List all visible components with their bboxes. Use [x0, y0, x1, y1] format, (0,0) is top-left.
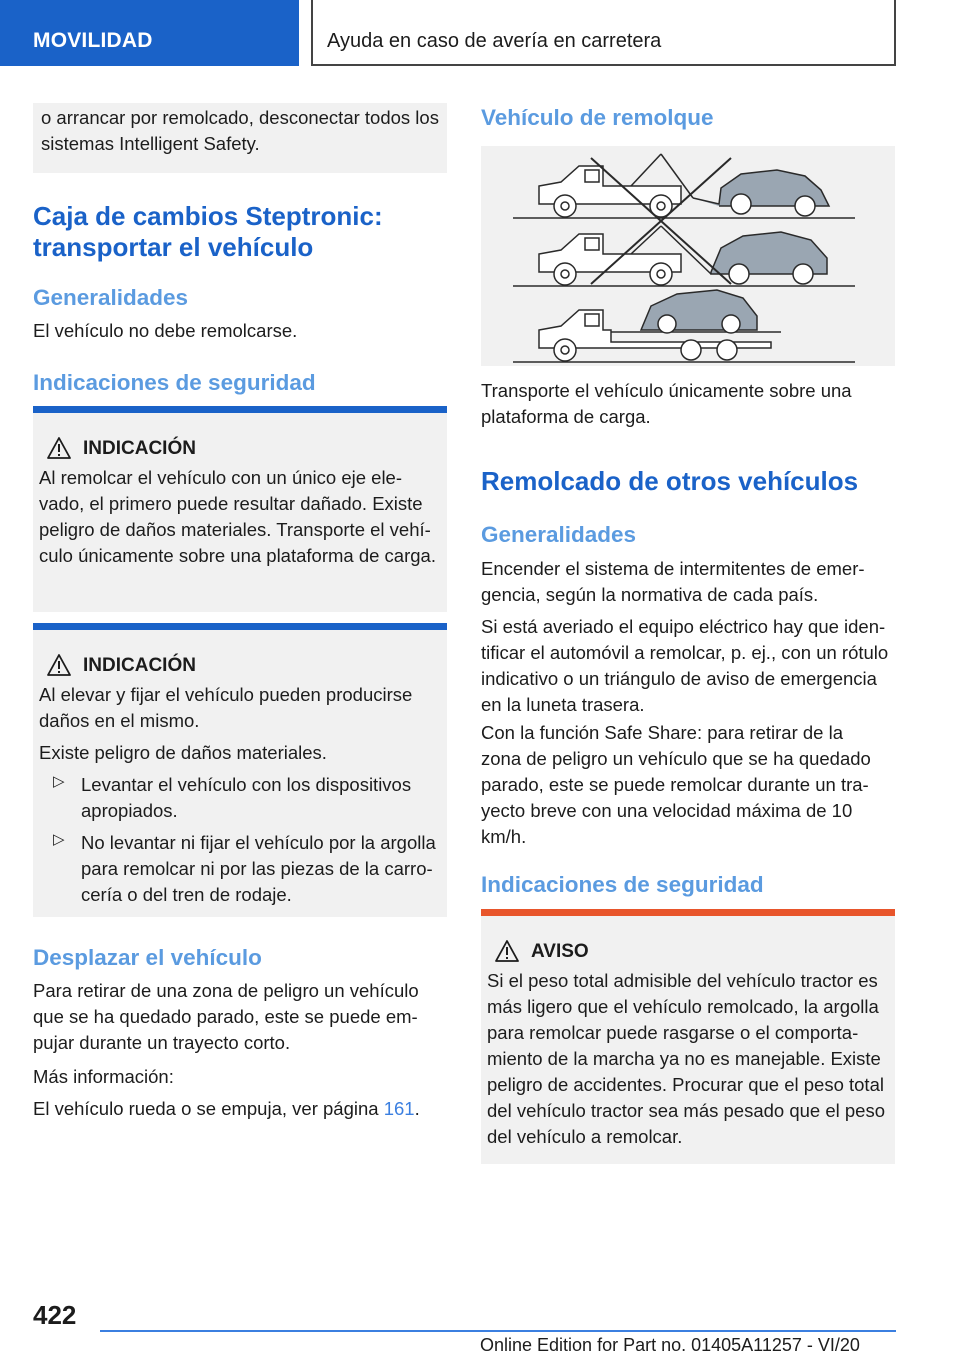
note-2-text-1: Al elevar y fijar el vehículo pueden producirse daños en el mismo.	[39, 684, 413, 731]
text-mas-info: Más información:	[33, 1066, 174, 1087]
heading-generalidades: Generalidades	[33, 285, 189, 310]
warning-text: Si el peso total admisible del vehículo tractor es más ligero que el vehículo remolcado, la argolla para remolcar puede rasgarse o el comportamiento de la marcha ya no es manejable. Existe peligro de accidentes. Procurar que el peso total del vehículo tractor sea más pesado que el peso del vehículo a remolcar.	[487, 970, 885, 1147]
footer-divider	[100, 1330, 896, 1332]
text-intermitentes: Encender el sistema de intermitentes de emergencia, según la normativa de cada país.	[481, 558, 865, 605]
note-box-2	[33, 623, 447, 917]
heading-remolque: Vehículo de remolque	[481, 105, 714, 130]
continued-text-box	[33, 103, 447, 173]
edition-text: Online Edition for Part no. 01405A11257 - VI/20	[480, 1335, 860, 1355]
towing-illustration	[481, 146, 895, 366]
flatbed-truck-row-3	[539, 290, 781, 361]
text-safe-share: Con la función Safe Share: para retirar de la zona de peligro un vehículo que se ha quedado parado, este se puede remolcar durante un trayecto breve con una velocidad máxima de 10 km/h.	[481, 722, 871, 847]
text-reference	[33, 1096, 420, 1122]
tow-truck-row-2	[539, 226, 827, 285]
reference-prefix: El vehículo rueda o se empuja, ver página	[33, 1098, 384, 1119]
text-transporte: Transporte el vehículo únicamente sobre una plataforma de carga.	[481, 380, 852, 427]
heading-seguridad: Indicaciones de seguridad	[33, 370, 316, 395]
bullet-text: Levantar el vehículo con los dispositivos apropiados.	[81, 774, 412, 821]
text-desplazar: Para retirar de una zona de peligro un vehículo que se ha quedado parado, este se puede empujar durante un trayecto corto.	[33, 980, 419, 1053]
reference-suffix: .	[414, 1098, 420, 1119]
heading-desplazar: Desplazar el vehículo	[33, 945, 262, 970]
text-equipo-electrico: Si está averiado el equipo eléctrico hay que identificar el automóvil a remolcar, p. ej., con un rótulo indicativo o un triángulo de aviso de emergencia en la luneta trasera.	[481, 616, 889, 715]
list-item	[39, 772, 439, 824]
note-1-text: Al remolcar el vehículo con un único eje elevado, el primero puede resultar dañado. Existe peligro de daños materiales. Transporte el vehículo únicamente sobre una plataforma de carga.	[39, 467, 436, 566]
bullet-triangle-icon: ▷	[53, 831, 65, 848]
list-item	[39, 830, 439, 908]
section-tab: MOVILIDAD	[0, 0, 299, 66]
towing-vehicles-illustration	[481, 146, 895, 366]
text-no-remolcar: El vehículo no debe remolcarse.	[33, 320, 298, 341]
continued-text: o arrancar por remolcado, desconectar todos los sistemas Intelligent Safety.	[41, 107, 439, 154]
heading-otros-vehiculos: Remolcado de otros vehículos	[481, 466, 859, 496]
heading-steptronic: Caja de cambios Steptronic: transportar el vehículo	[33, 201, 383, 262]
note-2-title: INDICACIÓN	[83, 655, 196, 676]
heading-seguridad-2: Indicaciones de seguridad	[481, 872, 764, 897]
warning-title: AVISO	[531, 941, 589, 962]
note-box-1	[33, 406, 447, 612]
warning-triangle-icon	[47, 437, 71, 459]
page-link[interactable]: 161	[383, 1098, 415, 1119]
heading-generalidades-2: Generalidades	[481, 522, 637, 547]
warning-triangle-icon	[495, 940, 519, 962]
chapter-title: Ayuda en caso de avería en carretera	[311, 0, 896, 66]
warning-triangle-icon	[47, 654, 71, 676]
tow-truck-row-1	[539, 154, 829, 217]
bullet-text: No levantar ni fijar el vehículo por la argolla para remolcar ni por las piezas de la carrocería o del tren de rodaje.	[81, 832, 436, 905]
note-1-title: INDICACIÓN	[83, 438, 196, 459]
bullet-triangle-icon: ▷	[53, 773, 65, 790]
note-2-text-2: Existe peligro de daños materiales.	[39, 742, 327, 763]
warning-box	[481, 909, 895, 1164]
page-number: 422	[33, 1300, 77, 1330]
